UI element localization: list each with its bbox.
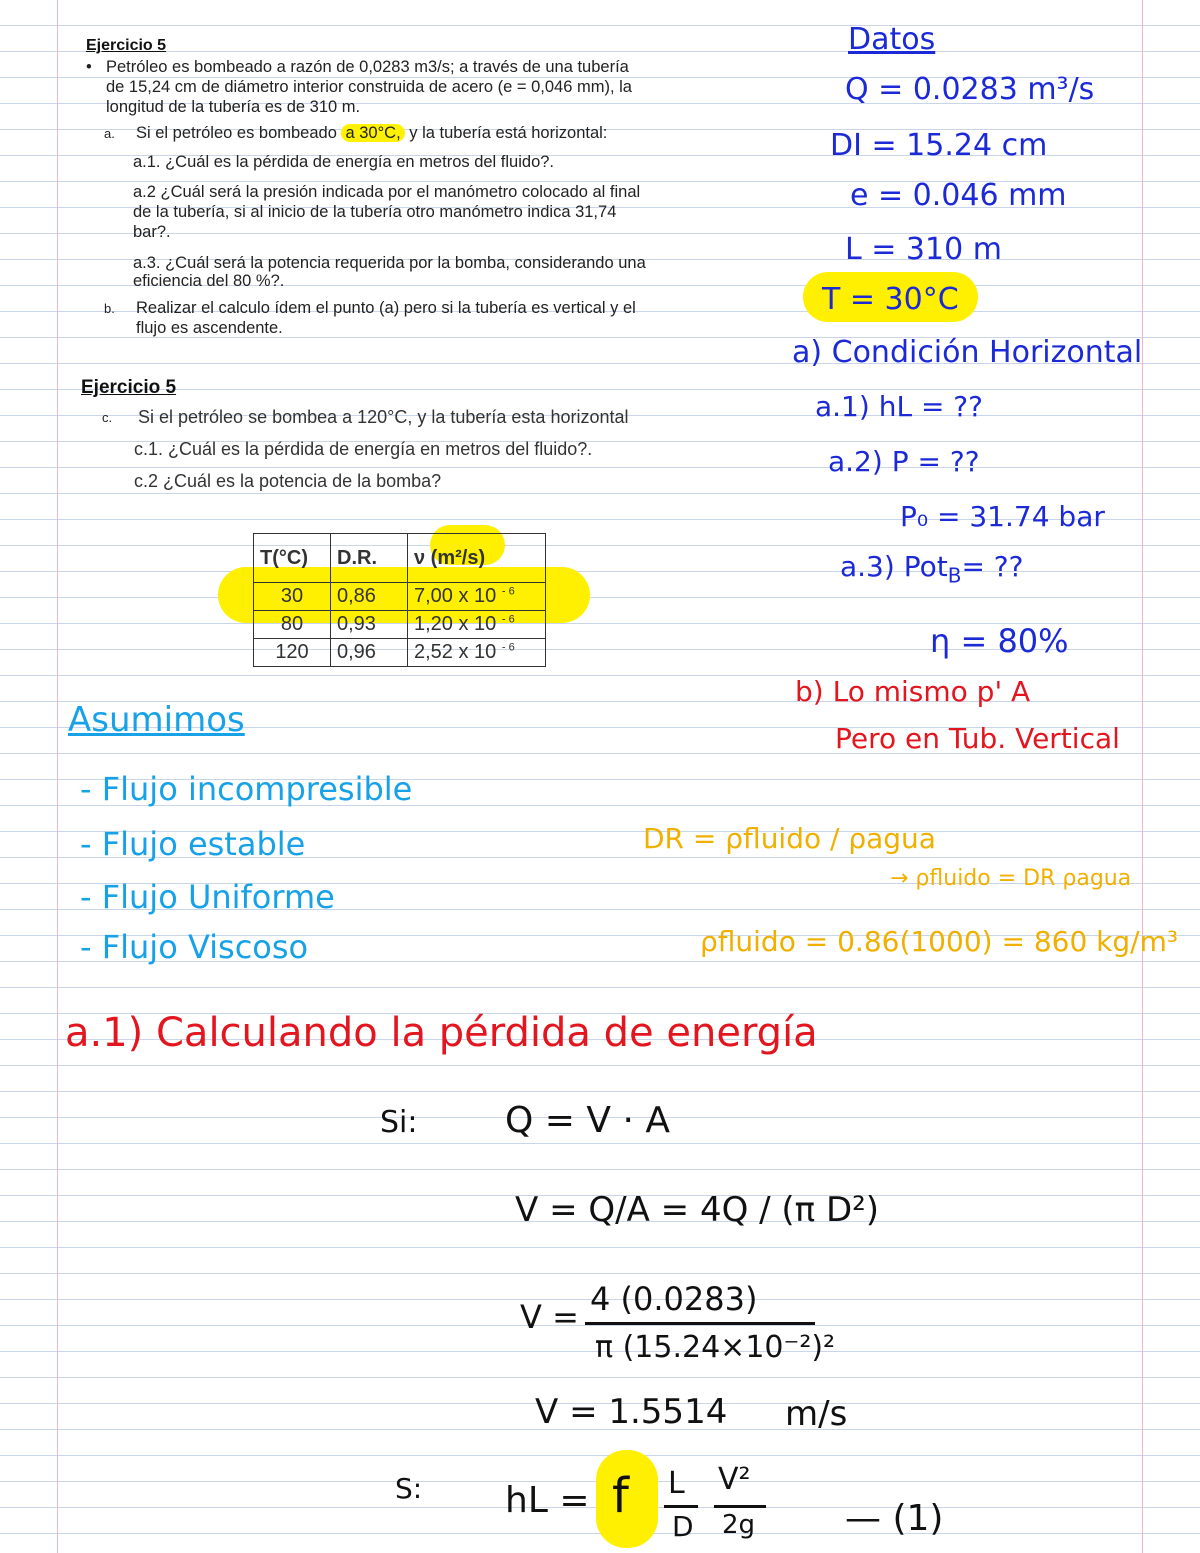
- a3-pot-query: = ??: [961, 550, 1024, 583]
- eta: η = 80%: [930, 622, 1069, 660]
- left-margin-line: [57, 0, 58, 1553]
- dato-l: L = 310 m: [845, 232, 1002, 267]
- item-a-text: [136, 124, 607, 142]
- table-cell: [408, 611, 546, 639]
- item-a-text-start: Si el petróleo es bombeado: [136, 124, 342, 142]
- table-header: T(°C): [254, 534, 331, 583]
- item-c2: c.2 ¿Cuál es la potencia de la bomba?: [134, 471, 442, 491]
- dr-definition: DR = ρfluido / ρagua: [643, 822, 936, 855]
- eq-hl-f: f: [612, 1468, 629, 1524]
- item-a-marker: a.: [104, 126, 115, 141]
- item-a-text-highlight: a 30°C,: [341, 124, 404, 142]
- si-1: Si:: [380, 1105, 418, 1140]
- exercise-1-title: Ejercicio 5: [86, 37, 167, 54]
- intro-line-3: longitud de la tubería es de 310 m.: [106, 98, 361, 116]
- table-cell: [408, 583, 546, 611]
- eq-v-subst-bar: [585, 1322, 815, 1325]
- exercise-2-title: Ejercicio 5: [81, 377, 177, 398]
- table-cell: 0,96: [331, 639, 408, 667]
- item-a1: a.1. ¿Cuál es la pérdida de energía en metros del fluido?.: [133, 153, 555, 171]
- asumimos-item: - Flujo estable: [80, 825, 306, 863]
- table-header: D.R.: [331, 534, 408, 583]
- item-b-line-2: flujo es ascendente.: [136, 319, 283, 337]
- item-a3-line-2: eficiencia del 80 %?.: [133, 272, 285, 290]
- table-cell: 0,93: [331, 611, 408, 639]
- table-row: [254, 611, 546, 639]
- asumimos-item: - Flujo Uniforme: [80, 878, 335, 916]
- right-margin-line: [1142, 0, 1143, 1553]
- exercise-1-bullet: •: [86, 58, 92, 76]
- a1-hl: a.1) hL = ??: [815, 390, 984, 423]
- item-b-line-1: Realizar el calculo ídem el punto (a) pero si la tubería es vertical y el: [136, 299, 636, 317]
- table-cell-value: 2,52 x 10: [414, 641, 497, 663]
- table-row: [254, 583, 546, 611]
- datos-title: Datos: [848, 22, 936, 57]
- eq-hl-d: D: [672, 1510, 694, 1543]
- dato-t: T = 30°C: [822, 282, 959, 317]
- p0: P₀ = 31.74 bar: [900, 500, 1105, 533]
- rho-fluido: ρfluido = 0.86(1000) = 860 kg/m³: [700, 925, 1179, 958]
- eq-v-qa: V = Q/A = 4Q / (π D²): [515, 1190, 880, 1230]
- item-a2-line-3: bar?.: [133, 223, 171, 241]
- table-cell-value: 7,00 x 10: [414, 585, 497, 607]
- table-cell: 120: [254, 639, 331, 667]
- eq-hl-bar-2: [714, 1505, 766, 1508]
- eq-ref-1: — (1): [845, 1498, 944, 1539]
- table-cell-exponent: - 6: [501, 641, 515, 654]
- a3-pot-sub: B: [947, 563, 962, 588]
- table-cell-exponent: - 6: [501, 585, 515, 598]
- table-header: ν (m²/s): [408, 534, 546, 583]
- eq-v-subst-den: π (15.24×10⁻²)²: [595, 1330, 836, 1365]
- eq-hl-lhs: hL =: [505, 1480, 590, 1521]
- dr-rearranged: → ρfluido = DR ρagua: [890, 866, 1132, 891]
- si-2: S:: [395, 1472, 423, 1505]
- asumimos-item: - Flujo Viscoso: [80, 928, 309, 966]
- intro-line-2: de 15,24 cm de diámetro interior construida de acero (e = 0,046 mm), la: [106, 78, 632, 96]
- condicion-horizontal: a) Condición Horizontal: [792, 335, 1143, 370]
- item-a2-line-2: de la tubería, si al inicio de la tubería otro manómetro indica 31,74: [133, 203, 617, 221]
- a3-pot: [840, 550, 1024, 588]
- a2-p: a.2) P = ??: [828, 445, 980, 478]
- item-c1: c.1. ¿Cuál es la pérdida de energía en metros del fluido?.: [134, 439, 593, 459]
- dato-e: e = 0.046 mm: [850, 178, 1067, 213]
- intro-line-1: Petróleo es bombeado a razón de 0,0283 m3/s; a través de una tubería: [106, 58, 629, 76]
- item-b-marker: b.: [104, 301, 115, 316]
- item-a2-line-1: a.2 ¿Cuál será la presión indicada por el manómetro colocado al final: [133, 183, 641, 201]
- dato-di: DI = 15.24 cm: [830, 128, 1048, 163]
- item-a3-line-1: a.3. ¿Cuál será la potencia requerida por la bomba, considerando una: [133, 254, 646, 272]
- asumimos-item: - Flujo incompresible: [80, 770, 413, 808]
- item-c-text: Si el petróleo se bombea a 120°C, y la tubería esta horizontal: [138, 407, 629, 427]
- table-cell: 80: [254, 611, 331, 639]
- dato-q: Q = 0.0283 m³/s: [845, 72, 1095, 107]
- table-cell-value: 1,20 x 10: [414, 613, 497, 635]
- calc-title: a.1) Calculando la pérdida de energía: [65, 1010, 818, 1056]
- eq-hl-l: L: [668, 1466, 685, 1501]
- eq-v-result: V = 1.5514: [535, 1392, 728, 1432]
- b-note-line-2: Pero en Tub. Vertical: [835, 722, 1120, 755]
- eq-hl-v2: V²: [718, 1462, 751, 1497]
- item-a-text-end: y la tubería está horizontal:: [404, 124, 608, 142]
- eq-hl-bar-1: [664, 1505, 698, 1508]
- eq-v-unit: m/s: [785, 1394, 848, 1434]
- b-note-line-1: b) Lo mismo p' A: [795, 675, 1031, 708]
- eq-hl-2g: 2g: [722, 1510, 756, 1540]
- table-cell: 30: [254, 583, 331, 611]
- eq-v-subst-num: 4 (0.0283): [590, 1280, 758, 1318]
- table-cell: 0,86: [331, 583, 408, 611]
- eq-v-subst-lhs: V =: [520, 1298, 579, 1336]
- table-cell: [408, 639, 546, 667]
- table-cell-exponent: - 6: [501, 613, 515, 626]
- table-header-row: [254, 534, 546, 583]
- eq-q-va: Q = V · A: [505, 1100, 670, 1141]
- table-row: [254, 639, 546, 667]
- a3-pot-label: a.3) Pot: [840, 550, 948, 583]
- asumimos-title: Asumimos: [68, 700, 245, 740]
- item-c-marker: c.: [102, 410, 113, 425]
- properties-table: [253, 533, 546, 667]
